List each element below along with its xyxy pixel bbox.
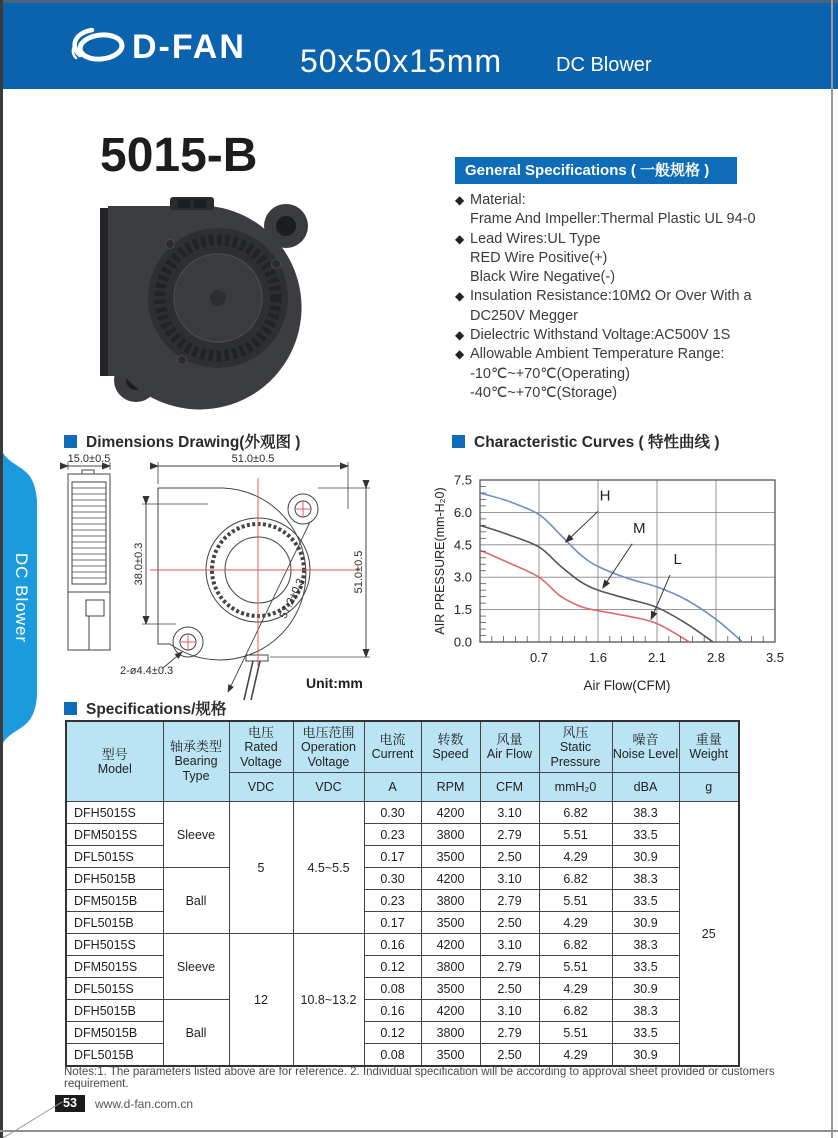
section-specifications-label: Specifications/规格 <box>86 701 227 718</box>
spec-table <box>65 720 740 1067</box>
table-cell: 6.82 <box>539 868 612 890</box>
unit-header: CFM <box>480 773 539 802</box>
table-cell: 3800 <box>421 890 480 912</box>
table-cell: 3.10 <box>480 802 539 824</box>
spec-line <box>455 268 795 287</box>
spec-line <box>455 191 795 210</box>
dimensions-drawing <box>58 452 430 704</box>
unit-header: RPM <box>421 773 480 802</box>
chart-xlabel: Air Flow(CFM) <box>583 678 671 693</box>
unit-header: dBA <box>612 773 679 802</box>
chart-tick-label: 6.0 <box>453 504 472 520</box>
table-row <box>66 1000 739 1022</box>
unit-header: VDC <box>229 773 293 802</box>
table-cell: DFM5015S <box>66 824 163 846</box>
drawing-unit-label: Unit:mm <box>306 675 363 691</box>
table-cell: 5.51 <box>539 824 612 846</box>
section-dimensions-label: Dimensions Drawing(外观图 ) <box>86 434 301 451</box>
table-cell: 25 <box>679 802 739 1067</box>
table-cell: 6.82 <box>539 1000 612 1022</box>
table-cell: 4.29 <box>539 846 612 868</box>
diamond-bullet-icon: ◆ <box>455 347 465 362</box>
page-number-badge: 53 <box>55 1095 85 1112</box>
table-cell: 5.51 <box>539 1022 612 1044</box>
characteristic-curves-chart <box>430 450 810 698</box>
product-size-text: 50x50x15mm <box>300 43 503 79</box>
table-cell: 30.9 <box>612 846 679 868</box>
table-cell: 0.16 <box>364 934 421 956</box>
table-cell: 3800 <box>421 824 480 846</box>
table-cell: 2.50 <box>480 978 539 1000</box>
table-cell: 0.17 <box>364 846 421 868</box>
table-cell: DFH5015S <box>66 802 163 824</box>
table-cell: 33.5 <box>612 890 679 912</box>
table-cell: 4.29 <box>539 912 612 934</box>
table-cell: 4200 <box>421 868 480 890</box>
dim-mounting-holes: 2-ø4.4±0.3 <box>120 665 174 677</box>
spec-line <box>455 249 795 268</box>
section-bullet-icon <box>452 435 465 448</box>
spec-line-text: Material: <box>470 192 526 208</box>
table-cell: 30.9 <box>612 978 679 1000</box>
column-header: 电压 Rated Voltage <box>229 721 293 773</box>
table-cell: 6.82 <box>539 802 612 824</box>
spec-line <box>455 287 795 306</box>
spec-line <box>455 307 795 326</box>
table-cell: 0.12 <box>364 956 421 978</box>
spec-line-text: Insulation Resistance:10MΩ Or Over With a <box>470 288 752 305</box>
chart-tick-label: 0.7 <box>529 650 549 665</box>
dim-overall-height: 51.0±0.5 <box>353 550 365 594</box>
table-cell: 38.3 <box>612 934 679 956</box>
spec-line-text: Dielectric Withstand Voltage:AC500V 1S <box>470 327 731 344</box>
unit-header: mmH₂0 <box>539 773 612 802</box>
table-cell: 0.23 <box>364 824 421 846</box>
table-cell: 0.16 <box>364 1000 421 1022</box>
column-header: 转数 Speed <box>421 721 480 773</box>
website-link[interactable]: www.d-fan.com.cn <box>95 1097 194 1111</box>
table-cell: DFH5015B <box>66 1000 163 1022</box>
page-title: 5015-B <box>100 129 258 182</box>
spec-line <box>455 210 795 229</box>
table-row <box>66 802 739 824</box>
table-cell: Sleeve <box>163 802 229 868</box>
table-cell: DFH5015S <box>66 934 163 956</box>
table-cell: 5.51 <box>539 956 612 978</box>
table-cell: 33.5 <box>612 956 679 978</box>
table-cell: 4.5~5.5 <box>293 802 364 934</box>
general-specs-list <box>455 191 795 403</box>
table-cell: DFM5015B <box>66 890 163 912</box>
table-row <box>66 934 739 956</box>
unit-header: VDC <box>293 773 364 802</box>
table-cell: 0.12 <box>364 1022 421 1044</box>
table-cell: 0.30 <box>364 868 421 890</box>
table-cell: 3.10 <box>480 934 539 956</box>
curve-label-H: H <box>599 487 611 505</box>
section-dimensions <box>64 430 300 452</box>
table-cell: 2.50 <box>480 846 539 868</box>
table-cell: 5 <box>229 802 293 934</box>
table-cell: Ball <box>163 868 229 934</box>
table-cell: 38.3 <box>612 1000 679 1022</box>
column-header: 型号 Model <box>66 721 163 802</box>
brand-logo <box>70 25 246 69</box>
curve-L <box>480 550 689 642</box>
table-cell: Sleeve <box>163 934 229 1000</box>
bottom-rule <box>0 1130 838 1132</box>
table-cell: 4200 <box>421 1000 480 1022</box>
curve-M <box>480 525 713 642</box>
column-header: 轴承类型 Bearing Type <box>163 721 229 802</box>
table-row <box>66 868 739 890</box>
spec-line-text: RED Wire Positive(+) <box>470 249 608 266</box>
section-curves <box>452 430 720 452</box>
table-cell: 33.5 <box>612 1022 679 1044</box>
table-cell: 4200 <box>421 934 480 956</box>
table-cell: DFL5015B <box>66 1044 163 1067</box>
chart-ylabel: AIR PRESSURE(mm-H₂0) <box>433 487 447 635</box>
table-cell: 30.9 <box>612 1044 679 1067</box>
chart-tick-label: 2.1 <box>647 650 667 665</box>
table-cell: 0.08 <box>364 978 421 1000</box>
table-cell: 2.79 <box>480 956 539 978</box>
table-cell: 0.23 <box>364 890 421 912</box>
spec-line-text: Lead Wires:UL Type <box>470 230 601 247</box>
left-rule <box>0 0 3 1138</box>
chart-tick-label: 7.5 <box>453 472 472 488</box>
spec-line-text: -10℃~+70℃(Operating) <box>470 365 630 382</box>
general-specs-heading: General Specifications ( 一般规格 ) <box>455 157 737 184</box>
dfan-swirl-icon <box>70 25 128 69</box>
table-cell: 4.29 <box>539 1044 612 1067</box>
spec-line <box>455 230 795 249</box>
diamond-bullet-icon: ◆ <box>455 289 465 304</box>
column-header: 风量 Air Flow <box>480 721 539 773</box>
chart-tick-label: 0.0 <box>453 634 472 650</box>
right-rule <box>831 0 833 1138</box>
header-bar <box>0 3 838 89</box>
table-cell: 3500 <box>421 846 480 868</box>
table-cell: DFL5015B <box>66 912 163 934</box>
spec-line-text: DC250V Megger <box>470 307 578 324</box>
table-cell: 3800 <box>421 956 480 978</box>
table-cell: 6.82 <box>539 934 612 956</box>
table-cell: 30.9 <box>612 912 679 934</box>
table-cell: 3500 <box>421 912 480 934</box>
table-cell: 3.10 <box>480 1000 539 1022</box>
column-header: 电流 Current <box>364 721 421 773</box>
table-cell: 2.79 <box>480 824 539 846</box>
chart-tick-label: 1.5 <box>453 602 472 618</box>
chart-tick-label: 3.0 <box>453 569 472 585</box>
table-cell: DFL5015S <box>66 846 163 868</box>
section-bullet-icon <box>64 435 77 448</box>
side-tab-label: DC Blower <box>12 552 31 644</box>
table-cell: 0.08 <box>364 1044 421 1067</box>
chart-tick-label: 1.6 <box>588 650 608 665</box>
spec-line <box>455 365 795 384</box>
product-type-text: DC Blower <box>556 54 652 76</box>
column-header: 风压 Static Pressure <box>539 721 612 773</box>
spec-line-text: -40℃~+70℃(Storage) <box>470 384 618 401</box>
side-tab-dc-blower <box>0 448 42 748</box>
dim-side-width: 15.0±0.5 <box>67 453 111 465</box>
table-cell: 0.17 <box>364 912 421 934</box>
table-cell: 2.79 <box>480 890 539 912</box>
table-cell: 3500 <box>421 978 480 1000</box>
table-cell: 0.30 <box>364 802 421 824</box>
diamond-bullet-icon: ◆ <box>455 231 465 246</box>
dim-top-width: 51.0±0.5 <box>231 453 275 465</box>
section-curves-label: Characteristic Curves ( 特性曲线 ) <box>474 434 720 451</box>
table-cell: Ball <box>163 1000 229 1067</box>
unit-header: g <box>679 773 739 802</box>
dim-body-height: 38.0±0.3 <box>133 542 145 586</box>
spec-line <box>455 384 795 403</box>
curve-label-L: L <box>673 551 682 569</box>
diamond-bullet-icon: ◆ <box>455 328 465 343</box>
spec-line <box>455 345 795 364</box>
table-cell: DFM5015S <box>66 956 163 978</box>
table-cell: 38.3 <box>612 802 679 824</box>
table-cell: 4.29 <box>539 978 612 1000</box>
table-cell: 3500 <box>421 1044 480 1067</box>
brand-text: D-FAN <box>132 27 246 66</box>
table-cell: 3.10 <box>480 868 539 890</box>
unit-header: A <box>364 773 421 802</box>
column-header: 重量 Weight <box>679 721 739 773</box>
table-cell: 33.5 <box>612 824 679 846</box>
curve-label-M: M <box>633 519 646 537</box>
table-cell: 12 <box>229 934 293 1067</box>
table-cell: DFL5015S <box>66 978 163 1000</box>
column-header: 电压范围 Operation Voltage <box>293 721 364 773</box>
column-header: 噪音 Noise Level <box>612 721 679 773</box>
table-cell: 3800 <box>421 1022 480 1044</box>
table-cell: DFM5015B <box>66 1022 163 1044</box>
spec-line-text: Allowable Ambient Temperature Range: <box>470 346 725 363</box>
spec-line <box>455 326 795 345</box>
table-cell: 4200 <box>421 802 480 824</box>
table-cell: DFH5015B <box>66 868 163 890</box>
chart-tick-label: 2.8 <box>706 650 726 665</box>
table-cell: 2.79 <box>480 1022 539 1044</box>
spec-line-text: Frame And Impeller:Thermal Plastic UL 94-0 <box>470 211 756 228</box>
dim-diagonal: 57.2±0.3 <box>277 576 308 621</box>
table-cell: 5.51 <box>539 890 612 912</box>
notes-text: Notes:1. The parameters listed above are for reference. 2. Individual specification will be according to approval sheet provided or customers requirement. <box>64 1066 775 1090</box>
table-cell: 10.8~13.2 <box>293 934 364 1067</box>
product-photo <box>78 188 346 416</box>
spec-line-text: Black Wire Negative(-) <box>470 269 616 286</box>
table-cell: 2.50 <box>480 912 539 934</box>
table-cell: 38.3 <box>612 868 679 890</box>
diamond-bullet-icon: ◆ <box>455 193 465 207</box>
table-cell: 2.50 <box>480 1044 539 1067</box>
chart-tick-label: 3.5 <box>765 650 785 665</box>
chart-tick-label: 4.5 <box>453 537 472 553</box>
